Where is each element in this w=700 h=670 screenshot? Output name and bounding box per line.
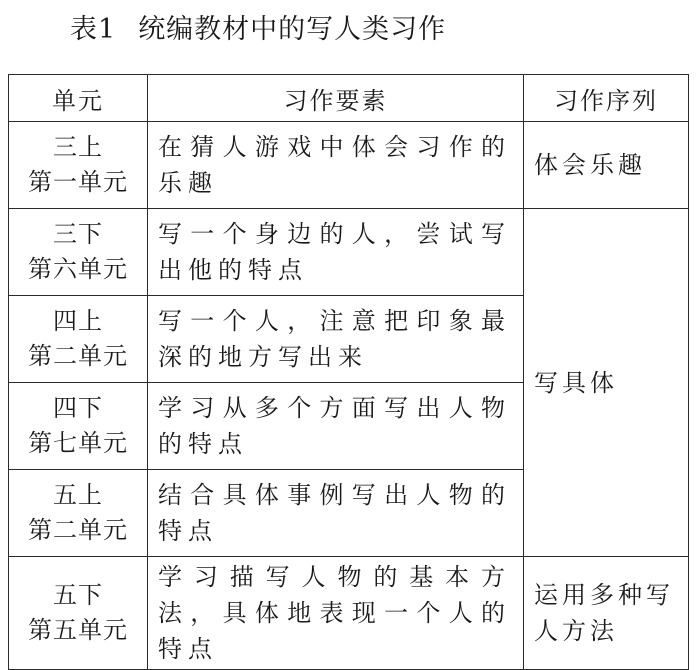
grade-label: 五下 — [53, 581, 103, 609]
unit-cell — [9, 470, 148, 557]
unit-cell — [9, 383, 148, 470]
header-unit: 单元 — [9, 75, 148, 122]
sequence-cell: 体会乐趣 — [524, 122, 689, 209]
grade-label: 四上 — [53, 307, 103, 335]
element-cell: 在猜人游戏中体会习作的乐趣 — [148, 122, 524, 209]
unit-cell — [9, 122, 148, 209]
grade-label: 三下 — [53, 220, 103, 248]
table-row — [9, 209, 689, 296]
table-caption — [70, 10, 446, 50]
unit-label: 第五单元 — [28, 616, 128, 644]
element-cell: 学习从多个方面写出人物的特点 — [148, 383, 524, 470]
header-sequence: 习作序列 — [524, 75, 689, 122]
element-cell: 写一个身边的人，尝试写出他的特点 — [148, 209, 524, 296]
unit-label: 第二单元 — [28, 342, 128, 370]
table-row — [9, 122, 689, 209]
writing-tasks-table — [8, 74, 689, 670]
unit-label: 第二单元 — [28, 516, 128, 544]
table-row — [9, 557, 689, 670]
element-cell: 写一个人，注意把印象最深的地方写出来 — [148, 296, 524, 383]
element-cell: 结合具体事例写出人物的特点 — [148, 470, 524, 557]
unit-label: 第一单元 — [28, 168, 128, 196]
header-element: 习作要素 — [148, 75, 524, 122]
unit-label: 第六单元 — [28, 255, 128, 283]
element-cell: 学习描写人物的基本方法，具体地表现一个人的特点 — [148, 557, 524, 670]
unit-cell — [9, 557, 148, 670]
header-row — [9, 75, 689, 122]
grade-label: 五上 — [53, 481, 103, 509]
sequence-cell: 运用多种写人方法 — [524, 557, 689, 670]
sequence-cell: 写具体 — [524, 209, 689, 557]
table-number: 表1 — [70, 14, 117, 45]
unit-cell — [9, 296, 148, 383]
grade-label: 四下 — [53, 394, 103, 422]
grade-label: 三上 — [53, 133, 103, 161]
unit-label: 第七单元 — [28, 429, 128, 457]
unit-cell — [9, 209, 148, 296]
table-title: 统编教材中的写人类习作 — [138, 14, 447, 45]
